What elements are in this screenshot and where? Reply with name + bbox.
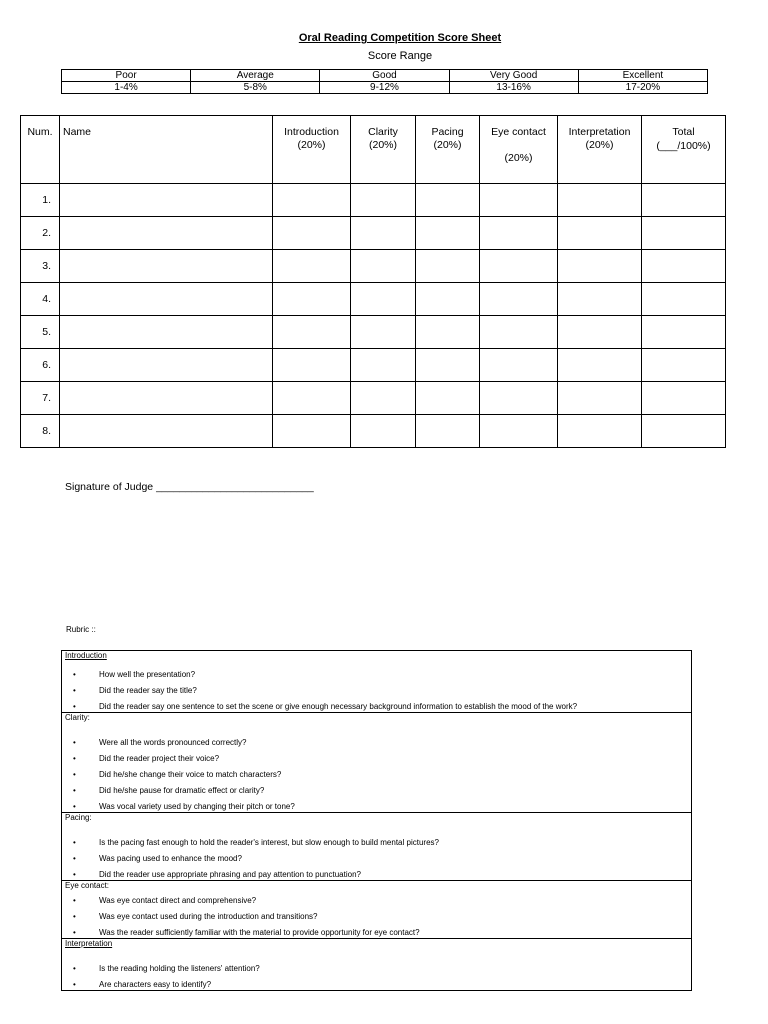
score-range-labels-row (62, 70, 708, 82)
score-table-header (21, 116, 726, 184)
rubric-section-pacing (62, 813, 691, 881)
row-number: 8. (21, 415, 60, 448)
rubric-item: • Was eye contact used during the introduction and transitions? (62, 912, 691, 928)
pacing-cell[interactable] (416, 316, 480, 349)
interpretation-cell[interactable] (558, 382, 642, 415)
interpretation-cell[interactable] (558, 349, 642, 382)
header-interpretation (558, 116, 642, 184)
rubric-heading-eye-contact: Eye contact: (65, 881, 110, 890)
rubric-list-interpretation (62, 964, 691, 990)
header-pacing-label: Pacing (431, 126, 464, 138)
header-clarity-label: Clarity (368, 126, 398, 138)
pacing-cell[interactable] (416, 250, 480, 283)
row-number: 1. (21, 184, 60, 217)
total-cell[interactable] (642, 283, 726, 316)
eye-contact-cell[interactable] (480, 415, 558, 448)
clarity-cell[interactable] (351, 250, 416, 283)
score-range-heading: Score Range (367, 50, 433, 62)
introduction-cell[interactable] (273, 250, 351, 283)
clarity-cell[interactable] (351, 283, 416, 316)
header-name: Name (60, 116, 273, 184)
rubric-item: • Was eye contact direct and comprehensive? (62, 896, 691, 912)
introduction-cell[interactable] (273, 316, 351, 349)
clarity-cell[interactable] (351, 316, 416, 349)
eye-contact-cell[interactable] (480, 250, 558, 283)
pacing-cell[interactable] (416, 283, 480, 316)
rubric-item: • Was pacing used to enhance the mood? (62, 854, 691, 870)
range-label-poor: Poor (62, 70, 191, 82)
name-cell[interactable] (60, 415, 273, 448)
interpretation-cell[interactable] (558, 250, 642, 283)
pacing-cell[interactable] (416, 217, 480, 250)
pacing-cell[interactable] (416, 349, 480, 382)
row-number: 5. (21, 316, 60, 349)
interpretation-cell[interactable] (558, 316, 642, 349)
score-range-values-row (62, 82, 708, 94)
rubric-item: • Are characters easy to identify? (62, 980, 691, 990)
rubric-label: Rubric :: (66, 625, 96, 634)
table-row (21, 250, 726, 283)
clarity-cell[interactable] (351, 184, 416, 217)
rubric-section-introduction (62, 651, 691, 713)
table-row (21, 415, 726, 448)
range-value-poor: 1-4% (62, 82, 191, 94)
total-cell[interactable] (642, 316, 726, 349)
rubric-list-eye-contact (62, 896, 691, 938)
eye-contact-cell[interactable] (480, 382, 558, 415)
table-row (21, 217, 726, 250)
introduction-cell[interactable] (273, 349, 351, 382)
clarity-cell[interactable] (351, 217, 416, 250)
eye-contact-cell[interactable] (480, 184, 558, 217)
rubric-heading-interpretation: Interpretation (65, 939, 113, 948)
row-number: 7. (21, 382, 60, 415)
table-row (21, 184, 726, 217)
rubric-item: • Did the reader project their voice? (62, 754, 691, 770)
name-cell[interactable] (60, 283, 273, 316)
total-cell[interactable] (642, 250, 726, 283)
interpretation-cell[interactable] (558, 283, 642, 316)
header-pacing (416, 116, 480, 184)
header-clarity-weight: (20%) (368, 139, 397, 151)
name-cell[interactable] (60, 349, 273, 382)
rubric-list-clarity (62, 738, 691, 812)
range-label-good: Good (320, 70, 449, 82)
name-cell[interactable] (60, 382, 273, 415)
name-cell[interactable] (60, 250, 273, 283)
name-cell[interactable] (60, 217, 273, 250)
range-value-good: 9-12% (320, 82, 449, 94)
header-eye-contact-label: Eye contact (491, 126, 546, 138)
rubric-box (61, 650, 692, 991)
rubric-item: • Was vocal variety used by changing their pitch or tone? (62, 802, 691, 812)
table-row (21, 382, 726, 415)
clarity-cell[interactable] (351, 349, 416, 382)
header-interpretation-label: Interpretation (568, 126, 631, 138)
rubric-list-introduction (62, 670, 691, 712)
rubric-section-interpretation (62, 939, 691, 990)
header-pacing-weight: (20%) (433, 139, 462, 151)
rubric-heading-introduction: Introduction (65, 651, 107, 660)
total-cell[interactable] (642, 349, 726, 382)
header-eye-contact (480, 116, 558, 184)
header-clarity (351, 116, 416, 184)
rubric-heading-clarity: Clarity: (65, 713, 90, 722)
header-introduction (273, 116, 351, 184)
header-eye-contact-weight: (20%) (504, 152, 533, 164)
range-label-excellent: Excellent (578, 70, 707, 82)
rubric-item: • Did he/she change their voice to match characters? (62, 770, 691, 786)
table-row (21, 349, 726, 382)
interpretation-cell[interactable] (558, 217, 642, 250)
judge-signature-line: Signature of Judge ___________________________ (65, 481, 314, 493)
rubric-list-pacing (62, 838, 691, 880)
rubric-heading-pacing: Pacing: (65, 813, 92, 822)
interpretation-cell[interactable] (558, 415, 642, 448)
interpretation-cell[interactable] (558, 184, 642, 217)
rubric-item: • How well the presentation? (62, 670, 691, 686)
rubric-item: • Did the reader say the title? (62, 686, 691, 702)
rubric-item: • Is the pacing fast enough to hold the reader's interest, but slow enough to build mental pictures? (62, 838, 691, 854)
score-table-body (21, 184, 726, 448)
header-introduction-label: Introduction (284, 126, 339, 138)
rubric-item: • Did the reader say one sentence to set the scene or give enough necessary background information to establish the mood of the work? (62, 702, 691, 712)
total-cell[interactable] (642, 217, 726, 250)
total-cell[interactable] (642, 382, 726, 415)
row-number: 4. (21, 283, 60, 316)
range-value-average: 5-8% (191, 82, 320, 94)
range-label-average: Average (191, 70, 320, 82)
row-number: 2. (21, 217, 60, 250)
eye-contact-cell[interactable] (480, 283, 558, 316)
pacing-cell[interactable] (416, 184, 480, 217)
rubric-item: • Were all the words pronounced correctly? (62, 738, 691, 754)
rubric-item: • Was the reader sufficiently familiar with the material to provide opportunity for eye contact? (62, 928, 691, 938)
total-cell[interactable] (642, 184, 726, 217)
name-cell[interactable] (60, 316, 273, 349)
header-total-weight: (___/100%) (656, 140, 711, 152)
row-number: 6. (21, 349, 60, 382)
row-number: 3. (21, 250, 60, 283)
rubric-section-eye-contact (62, 881, 691, 939)
header-total (642, 116, 726, 184)
eye-contact-cell[interactable] (480, 217, 558, 250)
total-cell[interactable] (642, 415, 726, 448)
header-introduction-weight: (20%) (297, 139, 326, 151)
rubric-item: • Did the reader use appropriate phrasing and pay attention to punctuation? (62, 870, 691, 880)
introduction-cell[interactable] (273, 415, 351, 448)
introduction-cell[interactable] (273, 283, 351, 316)
page-title: Oral Reading Competition Score Sheet (298, 32, 502, 44)
table-row (21, 316, 726, 349)
clarity-cell[interactable] (351, 382, 416, 415)
table-row (21, 283, 726, 316)
eye-contact-cell[interactable] (480, 316, 558, 349)
introduction-cell[interactable] (273, 184, 351, 217)
clarity-cell[interactable] (351, 415, 416, 448)
score-table (20, 115, 726, 448)
introduction-cell[interactable] (273, 382, 351, 415)
eye-contact-cell[interactable] (480, 349, 558, 382)
header-total-label: Total (672, 126, 695, 138)
pacing-cell[interactable] (416, 382, 480, 415)
introduction-cell[interactable] (273, 217, 351, 250)
rubric-item: • Did he/she pause for dramatic effect or clarity? (62, 786, 691, 802)
range-label-very-good: Very Good (449, 70, 578, 82)
header-interpretation-weight: (20%) (585, 139, 614, 151)
rubric-section-clarity (62, 713, 691, 813)
range-value-very-good: 13-16% (449, 82, 578, 94)
name-cell[interactable] (60, 184, 273, 217)
pacing-cell[interactable] (416, 415, 480, 448)
header-num: Num. (21, 116, 60, 184)
rubric-item: • Is the reading holding the listeners' attention? (62, 964, 691, 980)
score-range-table (61, 69, 708, 94)
range-value-excellent: 17-20% (578, 82, 707, 94)
